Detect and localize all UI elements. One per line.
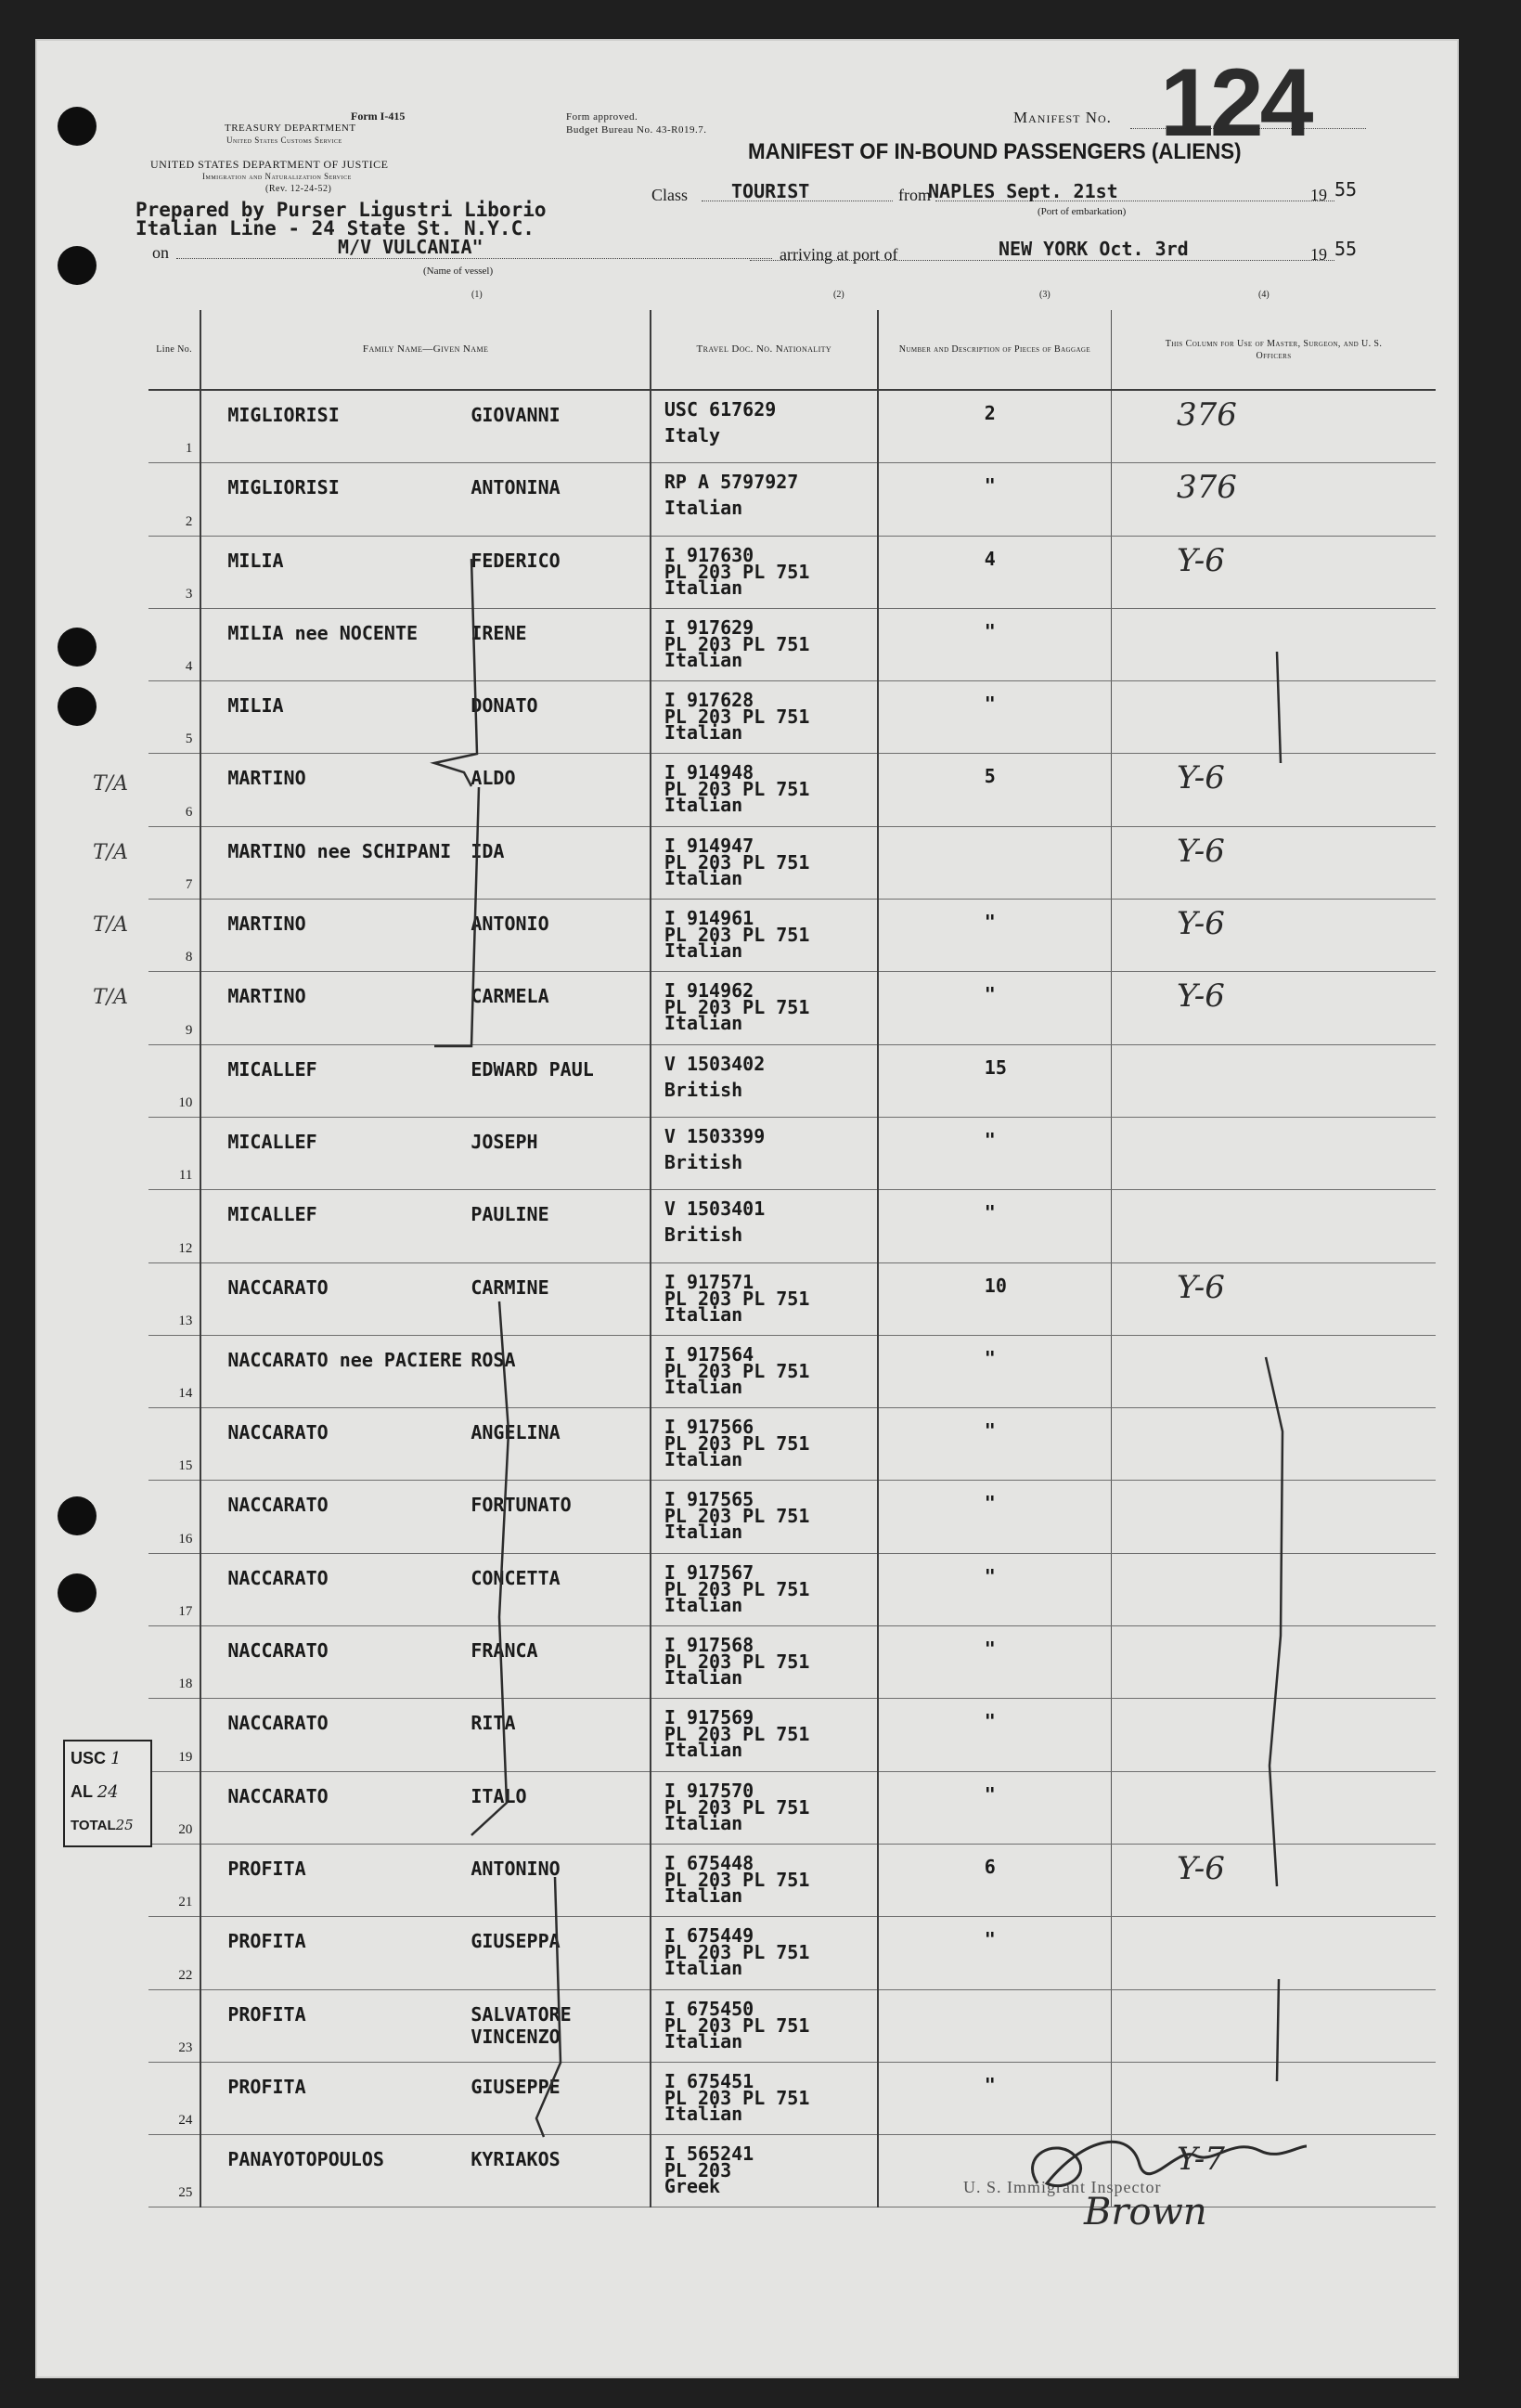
col-number-4: (4): [1258, 290, 1270, 300]
year-prefix-1: 19: [1310, 186, 1327, 204]
baggage-count: ": [984, 1564, 996, 1587]
travel-doc: I 917566: [664, 1416, 754, 1439]
tally-usc-label: USC: [71, 1749, 107, 1767]
nationality: Italian: [664, 939, 743, 963]
treasury-label: TREASURY DEPARTMENT: [225, 123, 356, 134]
travel-doc: V 1503402: [664, 1052, 766, 1075]
arriving-label: arriving at port of: [780, 245, 898, 264]
nationality: Italian: [664, 2102, 743, 2125]
year-value-2: 55: [1334, 238, 1358, 260]
ins-label: Immigration and Naturalization Service: [202, 172, 352, 181]
given-name: FRANCA: [470, 1639, 538, 1663]
travel-doc: I 675450: [664, 1997, 754, 2020]
travel-doc-extra: PL 203 PL 751: [664, 1287, 810, 1310]
line-number: 9: [185, 1022, 193, 1038]
travel-doc: I 917570: [664, 1779, 754, 1802]
travel-doc: I 914947: [664, 834, 754, 857]
rev-label: (Rev. 12-24-52): [265, 184, 332, 194]
from-value: NAPLES Sept. 21st: [928, 180, 1118, 202]
given-name: PAULINE: [470, 1203, 549, 1226]
margin-note-ta-2: T/A: [93, 841, 128, 864]
binder-hole: [58, 246, 97, 285]
given-name: SALVATORE VINCENZO: [470, 2002, 572, 2048]
given-name: KYRIAKOS: [470, 2148, 561, 2171]
given-name: JOSEPH: [470, 1130, 538, 1153]
given-name: FEDERICO: [470, 549, 561, 572]
baggage-count: ": [984, 1710, 996, 1733]
given-name: IRENE: [470, 621, 527, 644]
travel-doc: I 917567: [664, 1560, 754, 1584]
on-label: on: [152, 243, 169, 262]
nationality: British: [664, 1223, 743, 1247]
baggage-count: ": [984, 2073, 996, 2096]
travel-doc-extra: PL 203 PL 751: [664, 1941, 810, 1964]
binder-hole: [58, 107, 97, 146]
prepared-by: Prepared by Purser Ligustri Liborio: [135, 199, 547, 221]
baggage-count: ": [984, 911, 996, 934]
line-number: 3: [185, 586, 193, 602]
officer-note: Y-6: [1177, 1849, 1225, 1887]
travel-doc: RP A 5797927: [664, 471, 799, 494]
family-name: PROFITA: [227, 2075, 306, 2098]
approved-label: Form approved.: [566, 111, 638, 123]
family-name: PROFITA: [227, 1930, 306, 1953]
tally-total-value: 25: [115, 1817, 134, 1833]
travel-doc: I 917565: [664, 1488, 754, 1511]
baggage-count: ": [984, 1928, 996, 1951]
header-baggage: Number and Description of Pieces of Baggage: [878, 310, 1112, 390]
manifest-page: [35, 39, 1459, 2378]
family-name: NACCARATO: [227, 1784, 329, 1807]
nationality: Italian: [664, 721, 743, 744]
family-name: MICALLEF: [227, 1057, 317, 1081]
from-label: from: [898, 186, 931, 204]
header-doc: Travel Doc. No. Nationality: [651, 310, 878, 390]
class-value: TOURIST: [731, 180, 810, 202]
travel-doc: USC 617629: [664, 398, 777, 421]
travel-doc: I 675448: [664, 1851, 754, 1874]
line-number: 14: [178, 1386, 193, 1402]
embark-caption: (Port of embarkation): [1038, 206, 1127, 217]
travel-doc: I 917628: [664, 689, 754, 712]
baggage-count: ": [984, 1201, 996, 1224]
tally-usc-value: 1: [110, 1749, 122, 1768]
nationality: Italian: [664, 1811, 743, 1834]
officer-note: Y-7: [1177, 2141, 1225, 2179]
family-name: MIGLIORISI: [227, 404, 340, 426]
line-number: 13: [178, 1313, 193, 1328]
given-name: ANTONINA: [470, 476, 561, 499]
baggage-count: 15: [984, 1055, 1007, 1079]
baggage-count: 10: [984, 1274, 1007, 1297]
travel-doc-extra: PL 203 PL 751: [664, 1651, 810, 1674]
given-name: CONCETTA: [470, 1566, 561, 1589]
year-prefix-2: 19: [1310, 245, 1327, 264]
travel-doc-extra: PL 203 PL 751: [664, 1868, 810, 1891]
baggage-count: ": [984, 1128, 996, 1151]
line-number: 4: [185, 659, 193, 675]
given-name: ALDO: [470, 767, 516, 790]
given-name: DONATO: [470, 694, 538, 718]
line-number: 16: [178, 1531, 193, 1547]
baggage-count: ": [984, 1419, 996, 1443]
given-name: ANGELINA: [470, 1421, 561, 1444]
nationality: British: [664, 1150, 743, 1173]
travel-doc: I 917564: [664, 1342, 754, 1366]
nationality: Italian: [664, 1302, 743, 1326]
travel-doc: I 917629: [664, 615, 754, 639]
col-number-2: (2): [833, 290, 844, 300]
manifest-title: MANIFEST OF IN-BOUND PASSENGERS (ALIENS): [748, 139, 1242, 164]
family-name: PROFITA: [227, 1857, 306, 1880]
travel-doc: I 917630: [664, 543, 754, 566]
baggage-count: ": [984, 619, 996, 642]
nationality: Italian: [664, 1739, 743, 1762]
line-number: 15: [178, 1458, 193, 1474]
baggage-count: ": [984, 983, 996, 1006]
given-name: RITA: [470, 1712, 516, 1735]
travel-doc-extra: PL 203 PL 751: [664, 1505, 810, 1528]
travel-doc: I 914961: [664, 907, 754, 930]
officer-note: 376: [1177, 469, 1237, 507]
travel-doc: I 675449: [664, 1924, 754, 1948]
line-number: 23: [178, 2039, 193, 2055]
given-name: GIOVANNI: [470, 404, 561, 426]
family-name: PROFITA: [227, 2002, 306, 2026]
justice-label: UNITED STATES DEPARTMENT OF JUSTICE: [150, 158, 389, 171]
travel-doc-extra: PL 203 PL 751: [664, 2086, 810, 2109]
travel-doc-extra: PL 203 PL 751: [664, 1577, 810, 1600]
tally-al-label: AL: [71, 1782, 93, 1801]
nationality: Italian: [664, 1448, 743, 1471]
manifest-number: 124: [1160, 49, 1310, 157]
travel-doc: I 914948: [664, 761, 754, 784]
line-number: 10: [178, 1094, 193, 1110]
family-name: MARTINO: [227, 985, 306, 1008]
line-number: 2: [185, 513, 193, 529]
given-name: IDA: [470, 839, 505, 862]
line-number: 19: [178, 1749, 193, 1765]
nationality: Italian: [664, 794, 743, 817]
line-number: 8: [185, 950, 193, 965]
customs-label: United States Customs Service: [226, 136, 342, 145]
family-name: MILIA nee NOCENTE: [227, 621, 419, 644]
vessel-name: M/V VULCANIA": [338, 236, 483, 258]
nationality: Italian: [664, 1666, 743, 1689]
given-name: FORTUNATO: [470, 1494, 572, 1517]
line-address: Italian Line - 24 State St. N.Y.C.: [135, 217, 535, 240]
binder-hole: [58, 1573, 97, 1612]
baggage-count: ": [984, 693, 996, 716]
nationality: Italian: [664, 1884, 743, 1907]
travel-doc: I 565241: [664, 2143, 754, 2166]
line-number: 22: [178, 1967, 193, 1983]
given-name: ANTONINO: [470, 1857, 561, 1880]
travel-doc-extra: PL 203 PL 751: [664, 1432, 810, 1456]
travel-doc-extra: PL 203 PL 751: [664, 996, 810, 1019]
line-number: 24: [178, 2113, 193, 2129]
nationality: Italian: [664, 1957, 743, 1980]
nationality: Italy: [664, 424, 721, 447]
family-name: MARTINO: [227, 767, 306, 790]
margin-note-ta-1: T/A: [93, 772, 128, 796]
nationality: Italian: [664, 1593, 743, 1616]
travel-doc-extra: PL 203 PL 751: [664, 632, 810, 655]
travel-doc: I 914962: [664, 979, 754, 1003]
nationality: Italian: [664, 2029, 743, 2052]
travel-doc: I 675451: [664, 2069, 754, 2092]
vessel-caption: (Name of vessel): [423, 265, 494, 277]
nationality: British: [664, 1078, 743, 1101]
inspector-stamp: U. S. Immigrant Inspector: [963, 2178, 1162, 2196]
baggage-count: 2: [984, 402, 996, 424]
travel-doc-extra: PL 203 PL 751: [664, 1795, 810, 1819]
family-name: MILIA: [227, 694, 284, 718]
officer-note: Y-6: [1177, 541, 1225, 579]
binder-hole: [58, 687, 97, 726]
margin-note-ta-3: T/A: [93, 913, 128, 937]
travel-doc: V 1503401: [664, 1198, 766, 1221]
officer-note: Y-6: [1177, 977, 1225, 1016]
line-number: 17: [178, 1604, 193, 1620]
travel-doc-extra: PL 203 PL 751: [664, 560, 810, 583]
given-name: GIUSEPPA: [470, 1930, 561, 1953]
line-number: 20: [178, 1821, 193, 1837]
baggage-count: 5: [984, 765, 996, 788]
line-number: 7: [185, 877, 193, 893]
baggage-count: 4: [984, 547, 996, 570]
margin-note-ta-4: T/A: [93, 986, 128, 1009]
nationality: Italian: [664, 648, 743, 671]
class-label: Class: [651, 186, 689, 204]
family-name: NACCARATO: [227, 1421, 329, 1444]
line-number: 18: [178, 1677, 193, 1692]
baggage-count: ": [984, 1638, 996, 1661]
nationality: Italian: [664, 1375, 743, 1398]
family-name: NACCARATO: [227, 1712, 329, 1735]
baggage-count: ": [984, 1492, 996, 1515]
manifest-no-label: Manifest No.: [1013, 109, 1112, 126]
travel-doc: I 917571: [664, 1270, 754, 1293]
tally-al-value: 24: [97, 1782, 119, 1802]
family-name: NACCARATO: [227, 1494, 329, 1517]
arriving-value: NEW YORK Oct. 3rd: [999, 238, 1189, 260]
travel-doc: I 917569: [664, 1706, 754, 1729]
travel-doc-extra: PL 203 PL 751: [664, 924, 810, 947]
officer-note: Y-6: [1177, 905, 1225, 943]
binder-hole: [58, 1496, 97, 1535]
line-number: 11: [178, 1168, 193, 1184]
family-name: NACCARATO: [227, 1566, 329, 1589]
travel-doc-extra: PL 203 PL 751: [664, 850, 810, 874]
line-number: 12: [178, 1240, 193, 1256]
year-value-1: 55: [1334, 178, 1358, 201]
family-name: NACCARATO nee PACIERE: [227, 1348, 463, 1371]
given-name: CARMINE: [470, 1275, 549, 1299]
nationality: Greek: [664, 2175, 721, 2198]
handwritten-marks: [35, 39, 1459, 2378]
travel-doc: V 1503399: [664, 1124, 766, 1147]
form-number: Form I-415: [351, 110, 406, 123]
given-name: ITALO: [470, 1784, 527, 1807]
travel-doc-extra: PL 203 PL 751: [664, 1723, 810, 1746]
travel-doc-extra: PL 203 PL 751: [664, 706, 810, 729]
line-number: 1: [185, 441, 193, 457]
header-name: Family Name—Given Name: [200, 310, 651, 390]
family-name: MILIA: [227, 549, 284, 572]
baggage-count: ": [984, 1346, 996, 1369]
budget-label: Budget Bureau No. 43-R019.7.: [566, 124, 707, 136]
family-name: NACCARATO: [227, 1275, 329, 1299]
col-number-1: (1): [471, 290, 483, 300]
family-name: MARTINO: [227, 913, 306, 936]
travel-doc-extra: PL 203 PL 751: [664, 778, 810, 801]
family-name: NACCARATO: [227, 1639, 329, 1663]
travel-doc-extra: PL 203 PL 751: [664, 1359, 810, 1382]
line-number: 6: [185, 804, 193, 820]
travel-doc-extra: PL 203: [664, 2159, 732, 2182]
nationality: Italian: [664, 866, 743, 889]
family-name: MIGLIORISI: [227, 476, 340, 499]
tally-total-label: TOTAL: [71, 1818, 116, 1833]
col-number-3: (3): [1039, 290, 1051, 300]
given-name: EDWARD PAUL: [470, 1057, 594, 1081]
header-use: This Column for Use of Master, Surgeon, and U. S. Officers: [1112, 310, 1437, 390]
line-number: 5: [185, 731, 193, 747]
officer-note: 376: [1177, 396, 1237, 434]
given-name: ANTONIO: [470, 913, 549, 936]
inspector-name: Brown: [1084, 2191, 1207, 2233]
travel-doc: I 917568: [664, 1634, 754, 1657]
nationality: Italian: [664, 497, 743, 520]
nationality: Italian: [664, 576, 743, 599]
family-name: MARTINO nee SCHIPANI: [227, 839, 452, 862]
given-name: GIUSEPPE: [470, 2075, 561, 2098]
officer-note: Y-6: [1177, 1268, 1225, 1306]
line-number: 25: [178, 2185, 193, 2201]
nationality: Italian: [664, 1521, 743, 1544]
baggage-count: 6: [984, 1855, 996, 1878]
nationality: Italian: [664, 1012, 743, 1035]
given-name: CARMELA: [470, 985, 549, 1008]
given-name: ROSA: [470, 1348, 516, 1371]
travel-doc-extra: PL 203 PL 751: [664, 2013, 810, 2037]
officer-note: Y-6: [1177, 759, 1225, 797]
family-name: MICALLEF: [227, 1130, 317, 1153]
officer-note: Y-6: [1177, 832, 1225, 870]
family-name: MICALLEF: [227, 1203, 317, 1226]
header-line-no: Line No.: [148, 310, 200, 390]
line-number: 21: [178, 1895, 193, 1910]
baggage-count: ": [984, 474, 996, 498]
binder-hole: [58, 628, 97, 667]
baggage-count: ": [984, 1782, 996, 1806]
family-name: PANAYOTOPOULOS: [227, 2148, 384, 2171]
